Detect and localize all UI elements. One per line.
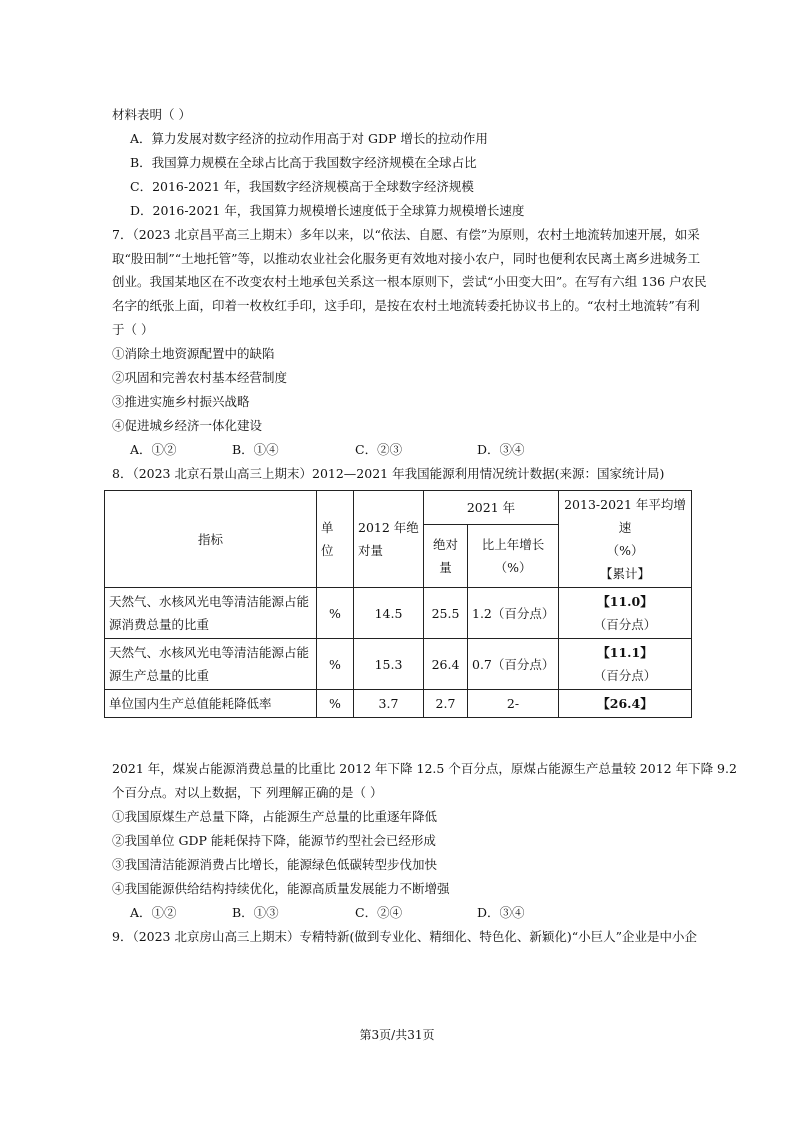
header-average-growth: 2013-2021 年平均增速 （%） 【累计】	[559, 491, 692, 588]
q7-choice-b: B．①④	[232, 442, 279, 457]
q7-item-4: ④促进城乡经济一体化建设	[112, 418, 263, 433]
q7-line-2: 取“股田制”“土地托管”等，以推动农业社会化服务更有效地对接小农户，同时也便利农民离土离乡进城务工	[112, 251, 701, 266]
row-growth: 0.7（百分点）	[468, 639, 559, 690]
q8-choice-b: B．①③	[232, 905, 279, 920]
row-average: 【11.1】 （百分点）	[559, 639, 692, 690]
header-indicator: 指标	[105, 491, 317, 588]
q8-stem: 8．（2023 北京石景山高三上期末）2012—2021 年我国能源利用情况统计数据(来源：国家统计局)	[112, 466, 665, 481]
q7-choice-d: D．③④	[477, 442, 525, 457]
row-2021-value: 25.5	[424, 588, 468, 639]
row-indicator: 单位国内生产总值能耗降低率	[105, 690, 317, 718]
q9-line-1: 9．（2023 北京房山高三上期末）专精特新(做到专业化、精细化、特色化、新颖化)“小巨人”企业是中小企	[112, 929, 698, 944]
row-average: 【11.0】 （百分点）	[559, 588, 692, 639]
q7-line-3: 创业。我国某地区在不改变农村土地承包关系这一根本原则下，尝试“小田变大田”。在写有六组 136 户农民	[112, 274, 707, 289]
q7-choice-c: C．②③	[355, 442, 403, 457]
row-growth: 1.2（百分点）	[468, 588, 559, 639]
table-row	[105, 690, 692, 718]
row-unit: %	[317, 588, 354, 639]
q7-line-5: 于（ ）	[112, 322, 154, 337]
q7-line-4: 名字的纸张上面，印着一枚枚红手印，这手印，是按在农村土地流转委托协议书上的。“农村土地流转”有利	[112, 298, 700, 313]
header-2012: 2012 年绝 对量	[354, 491, 424, 588]
row-unit: %	[317, 639, 354, 690]
q7-item-3: ③推进实施乡村振兴战略	[112, 394, 250, 409]
q8-choice-d: D．③④	[477, 905, 525, 920]
row-indicator: 天然气、水核风光电等清洁能源占能 源生产总量的比重	[105, 639, 317, 690]
q6-option-d: D．2016-2021 年，我国算力规模增长速度低于全球算力规模增长速度	[130, 203, 525, 218]
q7-item-2: ②巩固和完善农村基本经营制度	[112, 370, 288, 385]
row-2021-value: 2.7	[424, 690, 468, 718]
row-average: 【26.4】	[559, 690, 692, 718]
q8-after-1: 2021 年，煤炭占能源消费总量的比重比 2012 年下降 12.5 个百分点，原煤占能源生产总量较 2012 年下降 9.2	[112, 761, 737, 776]
q7-line-1: 7．（2023 北京昌平高三上期末）多年以来，以“依法、自愿、有偿”为原则，农村土地流转加速开展，如采	[112, 227, 700, 242]
q8-after-2: 个百分点。对以上数据，下 列理解正确的是（ ）	[112, 785, 383, 800]
q8-item-3: ③我国清洁能源消费占比增长，能源绿色低碳转型步伐加快	[112, 857, 438, 872]
table-row	[105, 639, 692, 690]
header-unit: 单 位	[317, 491, 354, 588]
row-2012-value: 15.3	[354, 639, 424, 690]
row-unit: %	[317, 690, 354, 718]
row-2021-value: 26.4	[424, 639, 468, 690]
energy-data-table	[104, 490, 692, 718]
q6-option-b: B．我国算力规模在全球占比高于我国数字经济规模在全球占比	[130, 155, 477, 170]
q8-item-2: ②我国单位 GDP 能耗保持下降，能源节约型社会已经形成	[112, 833, 436, 848]
row-growth: 2-	[468, 690, 559, 718]
q7-item-1: ①消除土地资源配置中的缺陷	[112, 346, 275, 361]
q8-item-1: ①我国原煤生产总量下降，占能源生产总量的比重逐年降低	[112, 809, 438, 824]
q8-item-4: ④我国能源供给结构持续优化，能源高质量发展能力不断增强	[112, 881, 450, 896]
header-growth: 比上年增长 （%）	[468, 525, 559, 588]
row-indicator: 天然气、水核风光电等清洁能源占能 源消费总量的比重	[105, 588, 317, 639]
table-row	[105, 588, 692, 639]
page-footer: 第3页/共31页	[359, 1028, 435, 1042]
q6-stem-end: 材料表明（ ）	[112, 107, 191, 122]
q8-choice-c: C．②④	[355, 905, 403, 920]
q6-option-c: C．2016-2021 年，我国数字经济规模高于全球数字经济规模	[130, 179, 474, 194]
row-2012-value: 14.5	[354, 588, 424, 639]
row-2012-value: 3.7	[354, 690, 424, 718]
q7-choice-a: A．①②	[130, 442, 177, 457]
header-absolute: 绝对 量	[424, 525, 468, 588]
q8-choice-a: A．①②	[130, 905, 177, 920]
header-2021: 2021 年	[424, 491, 559, 525]
q6-option-a: A．算力发展对数字经济的拉动作用高于对 GDP 增长的拉动作用	[130, 131, 488, 146]
